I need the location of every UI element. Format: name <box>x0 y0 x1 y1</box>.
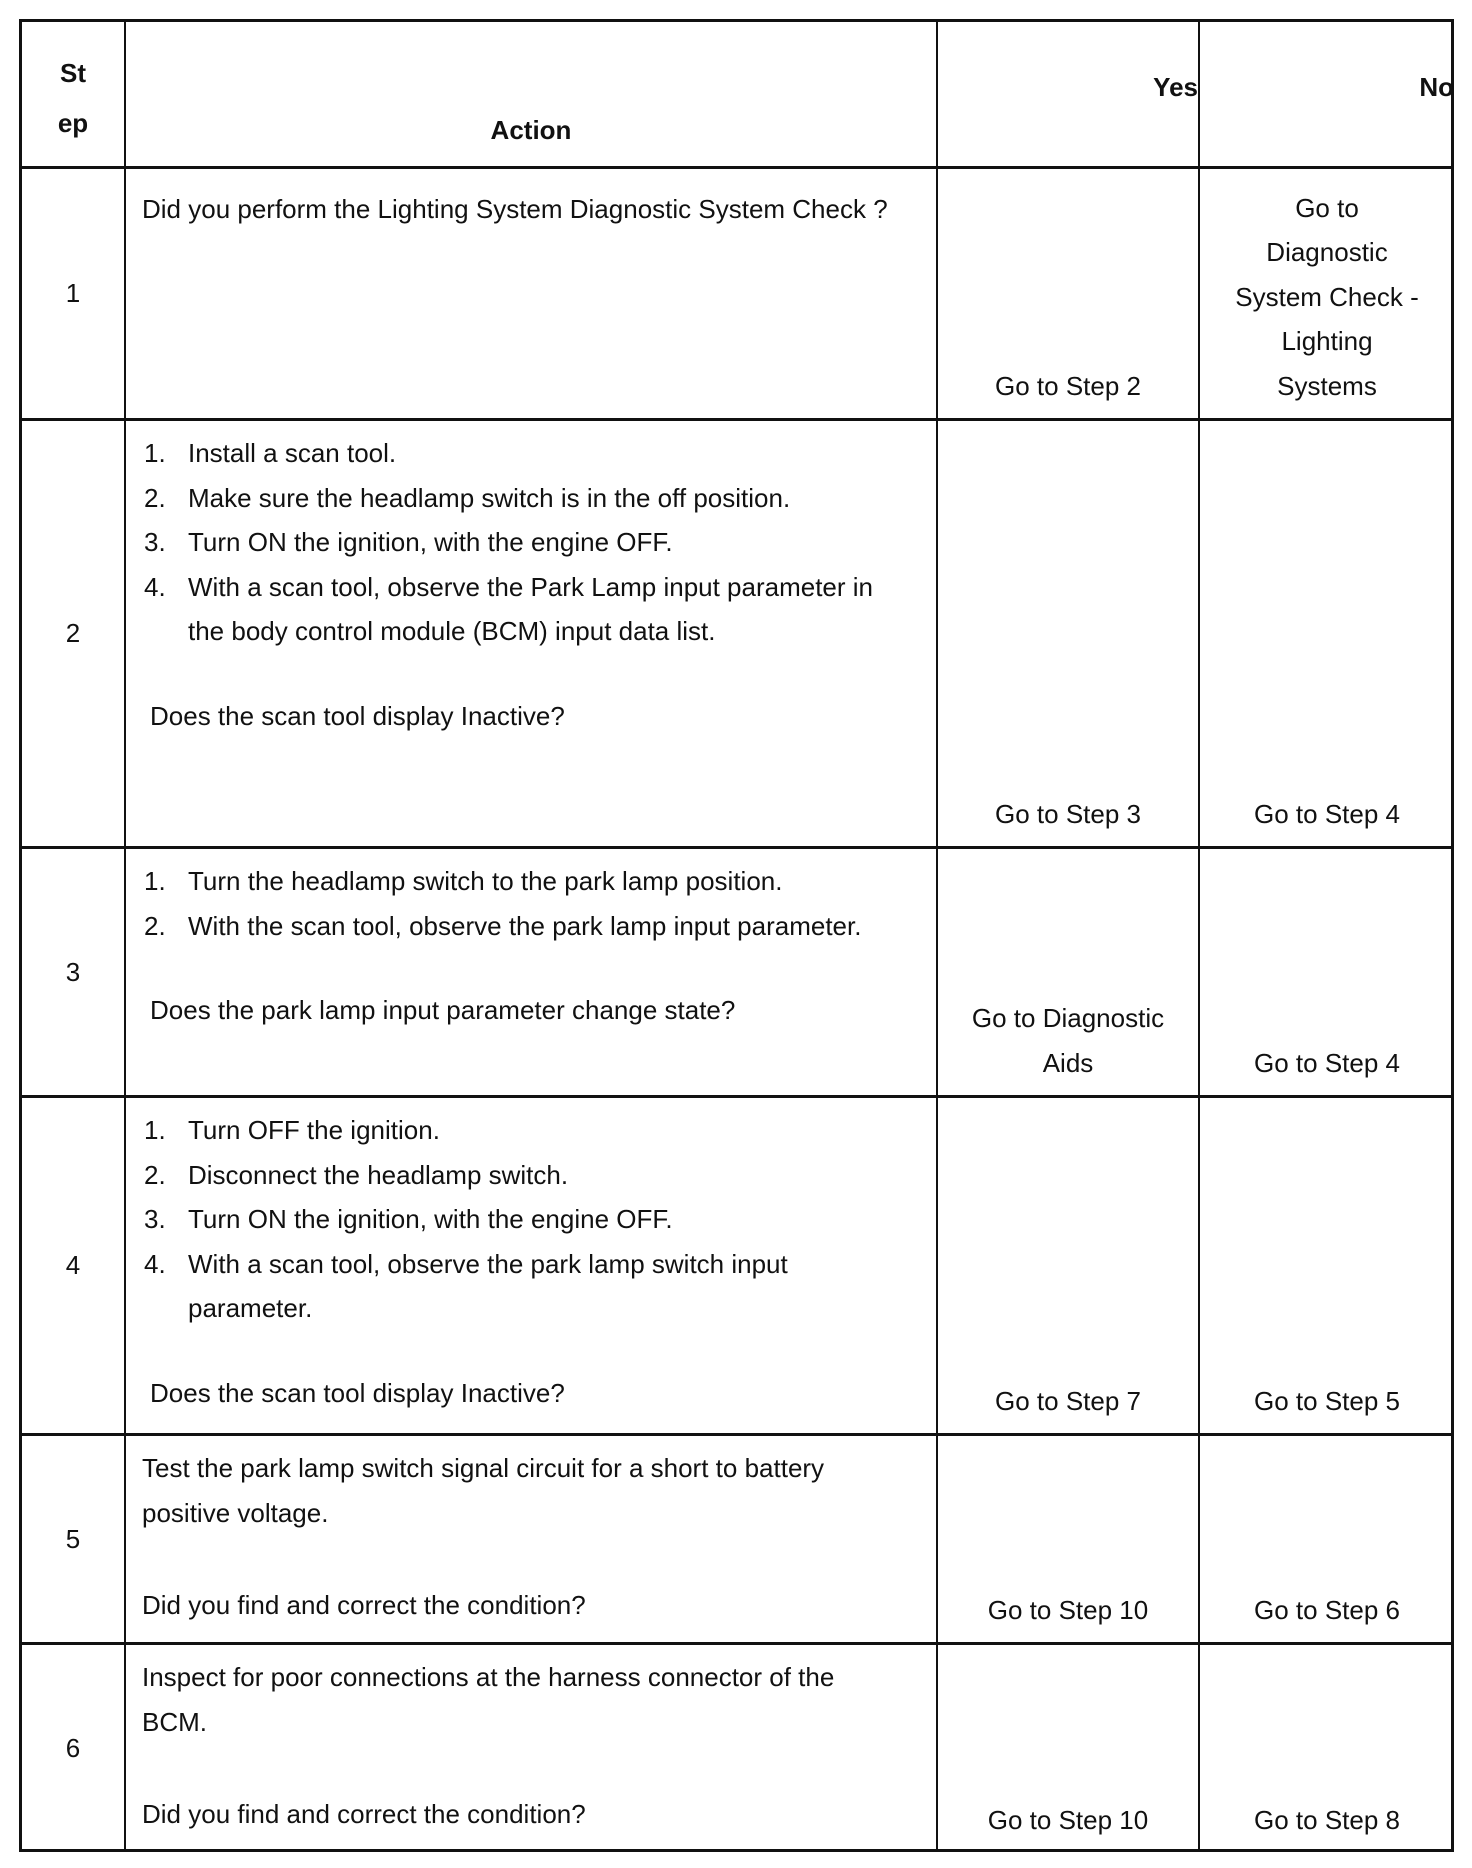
table-row <box>22 169 1451 418</box>
header-step-line2: ep <box>57 108 89 138</box>
header-no: No <box>1419 71 1454 102</box>
action-list-item: 2. Make sure the headlamp switch is in the off position. <box>144 482 791 513</box>
header-action: Action <box>490 114 572 145</box>
action-list-item: 2. With the scan tool, observe the park lamp input parameter. <box>144 910 862 941</box>
action-list-item: 4. With a scan tool, observe the Park Lamp input parameter in the body control module (BCM) input data list. <box>144 571 874 646</box>
action-text <box>126 1098 936 1433</box>
diagnostic-table <box>19 19 1454 1852</box>
step-number: 3 <box>65 956 81 987</box>
yes-text: Go to Step 7 <box>995 1385 1141 1416</box>
action-list-item: 1. Install a scan tool. <box>144 438 397 468</box>
table-row <box>22 421 1451 846</box>
no-text: Go to Step 8 <box>1254 1804 1400 1835</box>
step-number: 5 <box>65 1523 81 1554</box>
table-header <box>22 22 1454 166</box>
step-number: 1 <box>65 278 81 309</box>
action-question: Did you find and correct the condition? <box>142 1590 586 1620</box>
action-question: Does the scan tool display Inactive? <box>150 1377 565 1408</box>
no-text: Go to Step 5 <box>1254 1385 1400 1416</box>
step-number: 2 <box>65 618 81 649</box>
action-list-item: 2. Disconnect the headlamp switch. <box>144 1159 569 1190</box>
yes-text: Go to Step 10 <box>987 1594 1149 1625</box>
yes-text-line: Aids <box>1042 1047 1094 1078</box>
action-text <box>126 849 936 1095</box>
no-text: Go to Step 4 <box>1254 1047 1400 1078</box>
no-result <box>1200 849 1454 1095</box>
action-paragraph: Inspect for poor connections at the harness connector of the BCM. <box>142 1662 835 1737</box>
step-number: 4 <box>65 1250 81 1281</box>
no-text: Go to Step 6 <box>1254 1594 1400 1625</box>
yes-text: Go to Step 10 <box>987 1804 1149 1835</box>
table-row <box>22 849 1451 1095</box>
yes-result <box>938 169 1198 418</box>
action-text <box>126 1645 936 1852</box>
yes-text: Go to Step 3 <box>995 798 1141 829</box>
action-list-item: 1. Turn the headlamp switch to the park lamp position. <box>144 866 783 896</box>
action-paragraph: Did you perform the Lighting System Diagnostic System Check ? <box>142 194 888 224</box>
no-text-line: Diagnostic <box>1266 237 1388 267</box>
action-list-item: 3. Turn ON the ignition, with the engine OFF. <box>144 1204 673 1234</box>
yes-result <box>938 1645 1198 1852</box>
action-list-item: 3. Turn ON the ignition, with the engine OFF. <box>144 527 673 557</box>
yes-result <box>938 1098 1198 1433</box>
no-text-line: Lighting <box>1281 326 1373 356</box>
yes-result <box>938 1436 1198 1642</box>
no-text-line: Go to <box>1295 192 1359 223</box>
table-row <box>22 1436 1451 1642</box>
yes-result <box>938 421 1198 846</box>
no-text-line: System Check - <box>1235 281 1419 312</box>
no-text: Go to Step 4 <box>1254 798 1400 829</box>
no-result <box>1200 421 1454 846</box>
action-question: Does the scan tool display Inactive? <box>150 700 565 731</box>
header-yes: Yes <box>1153 71 1198 102</box>
no-result <box>1200 169 1454 418</box>
yes-text: Go to Step 2 <box>995 370 1141 401</box>
action-paragraph: Test the park lamp switch signal circuit for a short to battery positive voltage. <box>142 1453 825 1528</box>
action-list-item: 1. Turn OFF the ignition. <box>144 1115 440 1145</box>
action-text <box>126 169 936 418</box>
table-row <box>22 1098 1451 1433</box>
action-text <box>126 421 936 846</box>
header-step <box>22 22 124 166</box>
action-list-item: 4. With a scan tool, observe the park lamp switch input parameter. <box>144 1248 788 1323</box>
header-step-line1: St <box>60 58 86 88</box>
action-text <box>126 1436 936 1642</box>
yes-text-line: Go to Diagnostic <box>971 1003 1165 1033</box>
action-question: Did you find and correct the condition? <box>142 1799 586 1829</box>
action-question: Does the park lamp input parameter change state? <box>150 995 736 1025</box>
yes-result <box>938 849 1198 1095</box>
no-text-line: Systems <box>1277 370 1377 401</box>
no-result <box>1200 1436 1454 1642</box>
no-result <box>1200 1098 1454 1433</box>
table-row <box>22 1645 1451 1852</box>
step-number: 6 <box>65 1733 81 1764</box>
no-result <box>1200 1645 1454 1852</box>
